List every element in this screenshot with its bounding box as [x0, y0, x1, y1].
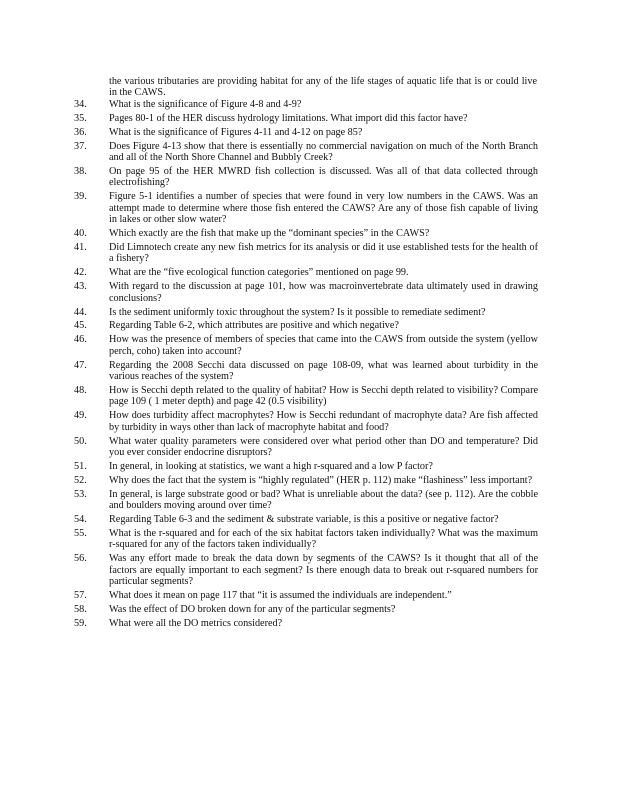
list-item	[74, 410, 538, 433]
question-text: Figure 5-1 identifies a number of species that were found in very low numbers in the CAWS. Was an attempt made to determine where those fish entered the CAWS? Are any of those fish capable of living in lakes or other slow water?	[109, 191, 538, 226]
question-text: In general, is large substrate good or bad? What is unreliable about the data? (see p. 112). Are the cobble and boulders moving around over time?	[109, 488, 538, 512]
continuation-paragraph: the various tributaries are providing habitat for any of the life stages of aquatic life that is or could live in the CAWS.	[109, 76, 537, 99]
question-text: What is the significance of Figures 4-11 and 4-12 on page 85?	[109, 126, 363, 138]
question-text: With regard to the discussion at page 101, how was macroinvertebrate data ultimately used in drawing conclusions?	[109, 281, 538, 304]
question-text: In general, in looking at statistics, we want a high r-squared and a low P factor?	[109, 460, 433, 472]
question-text: Was the effect of DO broken down for any of the particular segments?	[109, 603, 396, 615]
question-number: 56.	[74, 553, 87, 565]
list-item	[74, 307, 538, 318]
question-number: 47.	[74, 359, 87, 371]
question-number: 35.	[74, 112, 87, 124]
question-list	[74, 99, 538, 632]
question-number: 45.	[74, 320, 87, 332]
list-item	[74, 267, 538, 278]
list-item	[74, 166, 538, 189]
question-text: What are the “five ecological function categories” mentioned on page 99.	[109, 267, 409, 279]
question-text: Is the sediment uniformly toxic throughout the system? Is it possible to remediate sediment?	[109, 306, 486, 318]
question-text: Regarding the 2008 Secchi data discussed on page 108-09, what was learned about turbidity in the various reaches of the system?	[109, 359, 538, 383]
list-item	[74, 191, 538, 225]
list-item	[74, 141, 538, 164]
list-item	[74, 113, 538, 124]
question-text: How is Secchi depth related to the quality of habitat? How is Secchi depth related to visibility? Compare page 109 ( 1 meter depth) and page 42 (0.5 visibility)	[109, 384, 538, 408]
list-item	[74, 320, 538, 331]
question-text: Regarding Table 6-2, which attributes are positive and which negative?	[109, 320, 399, 332]
list-item	[74, 281, 538, 304]
question-number: 48.	[74, 384, 87, 396]
question-number: 52.	[74, 474, 87, 486]
question-number: 39.	[74, 191, 87, 203]
list-item	[74, 475, 538, 486]
question-number: 44.	[74, 306, 87, 318]
list-item	[74, 99, 538, 110]
question-text: What were all the DO metrics considered?	[109, 617, 283, 629]
question-number: 37.	[74, 140, 87, 152]
question-number: 43.	[74, 281, 87, 293]
list-item	[74, 553, 538, 587]
question-text: Did Limnotech create any new fish metrics for its analysis or did it use established tests for the health of a fishery?	[109, 241, 538, 265]
list-item	[74, 360, 538, 383]
question-text: How was the presence of members of species that came into the CAWS from outside the system (yellow perch, coho) taken into account?	[109, 334, 538, 357]
question-number: 38.	[74, 166, 87, 178]
list-item	[74, 514, 538, 525]
question-text: What is the r-squared and for each of the six habitat factors taken individually? What was the maximum r-squared for any of the factors taken individually?	[109, 527, 538, 551]
question-text: Was any effort made to break the data down by segments of the CAWS? Is it thought that all of the factors are equally important to each segment? Is there enough data to break out r-squared numbers for particular segments?	[109, 553, 538, 588]
question-number: 54.	[74, 514, 87, 525]
question-text: Pages 80-1 of the HER discuss hydrology limitations. What import did this factor have?	[109, 112, 468, 124]
question-text: What is the significance of Figure 4-8 and 4-9?	[109, 99, 302, 110]
question-text: How does turbidity affect macrophytes? How is Secchi redundant of macrophyte data? Are fish affected by turbidity in ways other than lack of macrophyte habitat and food?	[109, 410, 538, 433]
list-item	[74, 385, 538, 408]
question-number: 55.	[74, 527, 87, 539]
list-item	[74, 618, 538, 629]
question-number: 40.	[74, 228, 87, 240]
list-item	[74, 528, 538, 551]
question-number: 59.	[74, 617, 87, 629]
list-item	[74, 228, 538, 239]
list-item	[74, 604, 538, 615]
list-item	[74, 436, 538, 459]
question-number: 41.	[74, 241, 87, 253]
list-item	[74, 334, 538, 357]
question-number: 49.	[74, 410, 87, 422]
question-text: Does Figure 4-13 show that there is essentially no commercial navigation on much of the North Branch and all of the North Shore Channel and Bubbly Creek?	[109, 140, 538, 164]
list-item	[74, 489, 538, 512]
question-number: 46.	[74, 334, 87, 346]
question-number: 36.	[74, 126, 87, 138]
question-number: 42.	[74, 267, 87, 279]
list-item	[74, 242, 538, 265]
question-text: What does it mean on page 117 that “it is assumed the individuals are independent.”	[109, 589, 452, 601]
question-number: 57.	[74, 589, 87, 601]
question-text: What water quality parameters were considered over what period other than DO and temperature? Did you ever consider endocrine disruptors?	[109, 435, 538, 458]
question-text: Which exactly are the fish that make up the “dominant species” in the CAWS?	[109, 228, 430, 240]
list-item	[74, 127, 538, 138]
question-text: Regarding Table 6-3 and the sediment & substrate variable, is this a positive or negative factor?	[109, 514, 499, 525]
question-number: 58.	[74, 603, 87, 615]
question-number: 34.	[74, 99, 87, 110]
question-number: 50.	[74, 435, 87, 447]
question-text: Why does the fact that the system is “highly regulated” (HER p. 112) make “flashiness” less important?	[109, 474, 533, 486]
question-text: On page 95 of the HER MWRD fish collection is discussed. Was all of that data collected through electrofishing?	[109, 166, 538, 189]
list-item	[74, 590, 538, 601]
question-number: 53.	[74, 488, 87, 500]
question-number: 51.	[74, 460, 87, 472]
list-item	[74, 461, 538, 472]
